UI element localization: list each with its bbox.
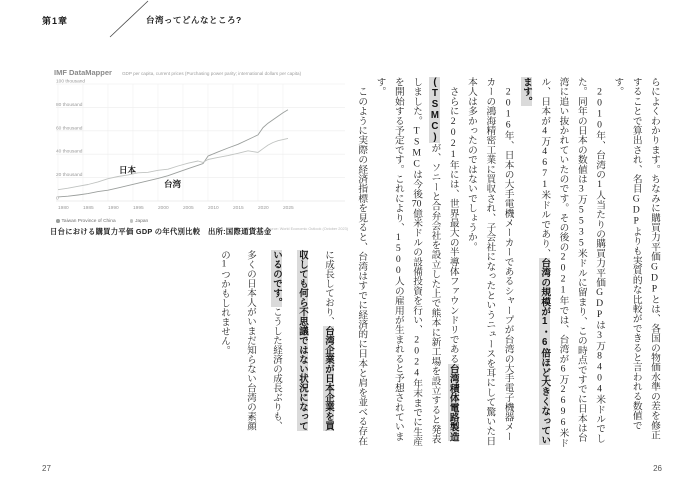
legend-item-taiwan: [56, 219, 116, 224]
svg-text:2000: 2000: [158, 206, 169, 211]
legend-label-japan: Japan: [135, 219, 149, 225]
text-segment: このように実際の経済指標を見ると、台湾はすでに経済的に日本と肩を並べる存在: [356, 77, 368, 446]
chart-header: [54, 68, 348, 79]
text-segment: 億米ドルの設備投資を行い、2024年末までに生産を開始する予定です。これにより、1500人の雇用が生まれると予想されています。: [374, 77, 423, 447]
svg-text:1990: 1990: [108, 206, 119, 211]
text-segment: さらに2021年には、世界最大の半導体ファウンドリである: [447, 77, 459, 364]
page-number-left: 27: [42, 464, 51, 473]
paragraph: [462, 77, 517, 449]
text-segment: こうした経済の成長ぶりも、多くの日本人がいまだ知らない台湾の素顔の1つかもしれません。: [219, 250, 281, 431]
paragraph: [608, 77, 663, 449]
svg-text:1985: 1985: [83, 206, 94, 211]
text-segment: 2010年、台湾の1人当たりの購買力平価GDPは3万8404米ドルでした。同年の日本の数値は3万5535米ドルに留まり、この時点ですでに日本は台湾に追い抜かれていたのです。その後の2021年では、台湾が6万2696米ドル、日本が4万4671米ドルであり、: [539, 77, 606, 448]
svg-text:日本: 日本: [119, 165, 137, 175]
svg-text:2020: 2020: [258, 206, 269, 211]
gdp-chart-svg: [54, 79, 348, 213]
svg-text:1980: 1980: [58, 206, 69, 211]
text-segment: 2016年、日本の大手電機メーカーであるシャープが台湾の大手電子機器メーカーの鴻海精密工業に買収され、子会社になったというニュースを耳にして驚いた日本人は多かったのではないでしょうか。: [466, 77, 514, 446]
svg-text:60 thousand: 60 thousand: [56, 126, 83, 132]
text-segment-tatechuyoko: 70: [411, 198, 422, 209]
svg-text:2005: 2005: [183, 206, 194, 211]
svg-text:100 thousand: 100 thousand: [56, 79, 86, 85]
highlight-segment: 台湾の規模が1・6倍ほど大きくなっています。: [520, 77, 551, 446]
svg-text:2010: 2010: [208, 206, 219, 211]
svg-text:0: 0: [56, 196, 59, 202]
chart-caption: 日台における購買力平価 GDP の年代別比較 出所:国際通貨基金: [50, 227, 272, 236]
svg-text:80 thousand: 80 thousand: [56, 102, 83, 108]
svg-text:2025: 2025: [283, 206, 294, 211]
text-segment: が、ソニーと合弁会社を設立した上で熊本に新工場を設立すると発表しました。TSMCは今後: [411, 77, 441, 444]
legend-item-japan: [130, 219, 149, 224]
right-body-text: [352, 77, 663, 449]
text-segment: に成長しており、: [323, 250, 333, 326]
highlight-segment: 台湾積体電路製造(TSMC): [429, 77, 459, 442]
paragraph: [211, 250, 341, 438]
legend-label-taiwan: Taiwan Province of China: [61, 219, 116, 225]
highlight-segment: 台湾企業が日本企業を買収しても何ら不思議ではない状況になっているのです。: [271, 250, 334, 431]
legend-dot-taiwan: [56, 219, 60, 223]
paragraph: [352, 77, 370, 449]
chart-source-note: IMF, 2023, Source: World Economic Outlook (October 2023): [246, 226, 348, 231]
paragraph: [370, 77, 461, 449]
chart-legend: [56, 219, 348, 224]
left-body-text: [211, 250, 341, 438]
chapter-label: 第1章: [42, 16, 69, 26]
svg-text:40 thousand: 40 thousand: [56, 149, 83, 155]
paragraph: [517, 77, 608, 449]
gdp-chart: [54, 68, 348, 231]
svg-text:2015: 2015: [233, 206, 244, 211]
svg-text:1995: 1995: [133, 206, 144, 211]
svg-text:20 thousand: 20 thousand: [56, 173, 83, 179]
page-right: [350, 0, 700, 495]
chart-title: GDP per capita, current prices (Purchasing power parity; international dollars per capita): [121, 71, 302, 76]
imf-datamapper-logo: IMF DataMapper: [54, 68, 112, 77]
svg-text:台湾: 台湾: [164, 179, 182, 189]
legend-dot-japan: [130, 219, 134, 223]
page-number-right: 26: [653, 464, 662, 473]
chapter-title: 台湾ってどんなところ?: [146, 15, 242, 25]
text-segment: らによくわかります。ちなみに購買力平価GDPとは、各国の物価水準の差を修正することで算出され、名目GDPよりも実質的な比較ができると言われる数値です。: [612, 77, 660, 440]
